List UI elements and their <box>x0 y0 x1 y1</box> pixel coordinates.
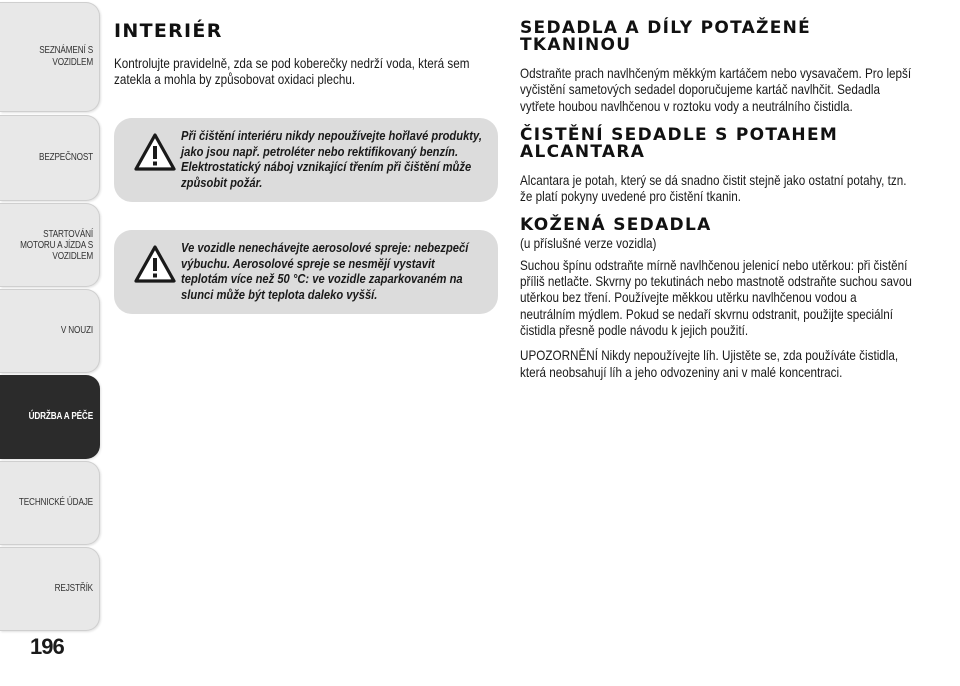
sidebar-tab-udrzba[interactable] <box>0 375 100 459</box>
page-number: 196 <box>30 634 64 659</box>
section-heading-interier: INTERIÉR <box>114 20 223 42</box>
section-heading-sedadla-tkanina: SEDADLA A DÍLY POTAŽENÉ TKANINOU <box>520 18 812 55</box>
sidebar-tab-startovani[interactable] <box>0 203 100 287</box>
sidebar-tab-label: BEZPEČNOST <box>39 152 93 163</box>
sidebar-tab-seznameni[interactable] <box>0 2 100 112</box>
left-column <box>114 20 500 89</box>
sidebar-tab-bezpecnost[interactable] <box>0 115 100 201</box>
interier-intro: Kontrolujte pravidelně, zda se pod koberečky nedrží voda, která sem zatekla a mohla by způsobovat oxidaci plechu. <box>114 56 470 88</box>
warning-text: Při čištění interiéru nikdy nepoužívejte hořlavé produkty, jako jsou např. petroléter nebo rektifikovaný benzín. Elektrostatický náboj vznikající třením při čištění může způsobit požár. <box>181 128 482 190</box>
kozena-sedadla-upozorneni: UPOZORNĚNÍ Nikdy nepoužívejte líh. Ujistěte se, zda používáte čistidla, která neobsahují líh a jeho odvozeniny ani v malé koncentraci. <box>520 348 899 380</box>
sidebar-tab-v-nouzi[interactable] <box>0 289 100 373</box>
sidebar-tab-rejstrik[interactable] <box>0 547 100 631</box>
alcantara-text: Alcantara je potah, který se dá snadno čistit stejně jako ostatní potahy, tzn. že platí pokyny uvedené pro čistění tkanin. <box>520 172 907 205</box>
section-heading-kozena-sedadla: KOŽENÁ SEDADLA <box>520 215 712 236</box>
sidebar-tab-label: ÚDRŽBA A PÉČE <box>28 411 93 422</box>
sedadla-tkanina-text: Odstraňte prach navlhčeným měkkým kartáčem nebo vysavačem. Pro lepší vyčistění sametových sedadel doporučujeme kartáč navlhčit. Sedadla vytřete houbou navlhčenou v roztoku vody a neutrálního čistidla. <box>520 66 912 114</box>
sidebar-tab-label: SEZNÁMENÍ S VOZIDLEM <box>39 45 93 68</box>
sidebar-tab-label: V NOUZI <box>60 325 93 336</box>
sidebar-tab-label: REJSTŘÍK <box>54 583 93 594</box>
warning-text: Ve vozidle nenechávejte aerosolové spreje: nebezpečí výbuchu. Aerosolové spreje se nesmějí vystavit teplotám více než 50 °C: ve vozidle zaparkovaném na slunci může být teplota daleko vyšší. <box>181 240 469 302</box>
sidebar-tab-label: TECHNICKÉ ÚDAJE <box>18 497 93 508</box>
warning-box-flammable <box>114 118 498 202</box>
sidebar-tab-label: STARTOVÁNÍ MOTORU A JÍZDA S VOZIDLEM <box>20 228 93 262</box>
warning-box-aerosol <box>114 230 498 314</box>
kozena-sedadla-subtitle: (u příslušné verze vozidla) <box>520 236 657 252</box>
section-heading-alcantara: ČISTĚNÍ SEDADLE S POTAHEM ALCANTARA <box>520 124 839 162</box>
kozena-sedadla-text: Suchou špínu odstraňte mírně navlhčenou jelenicí nebo utěrkou: při čistění příliš netlačte. Skvrny po tekutinách nebo mastnotě odstraňte suchou savou utěrkou bez tření. Používejte měkkou utěrku navlhčenou vodou a neutrálním mýdlem. Pokud se nedaří skvrnu odstranit, použijte speciální čistidla přesně podle návodu k jejich použití. <box>520 257 912 338</box>
sidebar-tab-technicke-udaje[interactable] <box>0 461 100 545</box>
right-column <box>520 20 915 381</box>
